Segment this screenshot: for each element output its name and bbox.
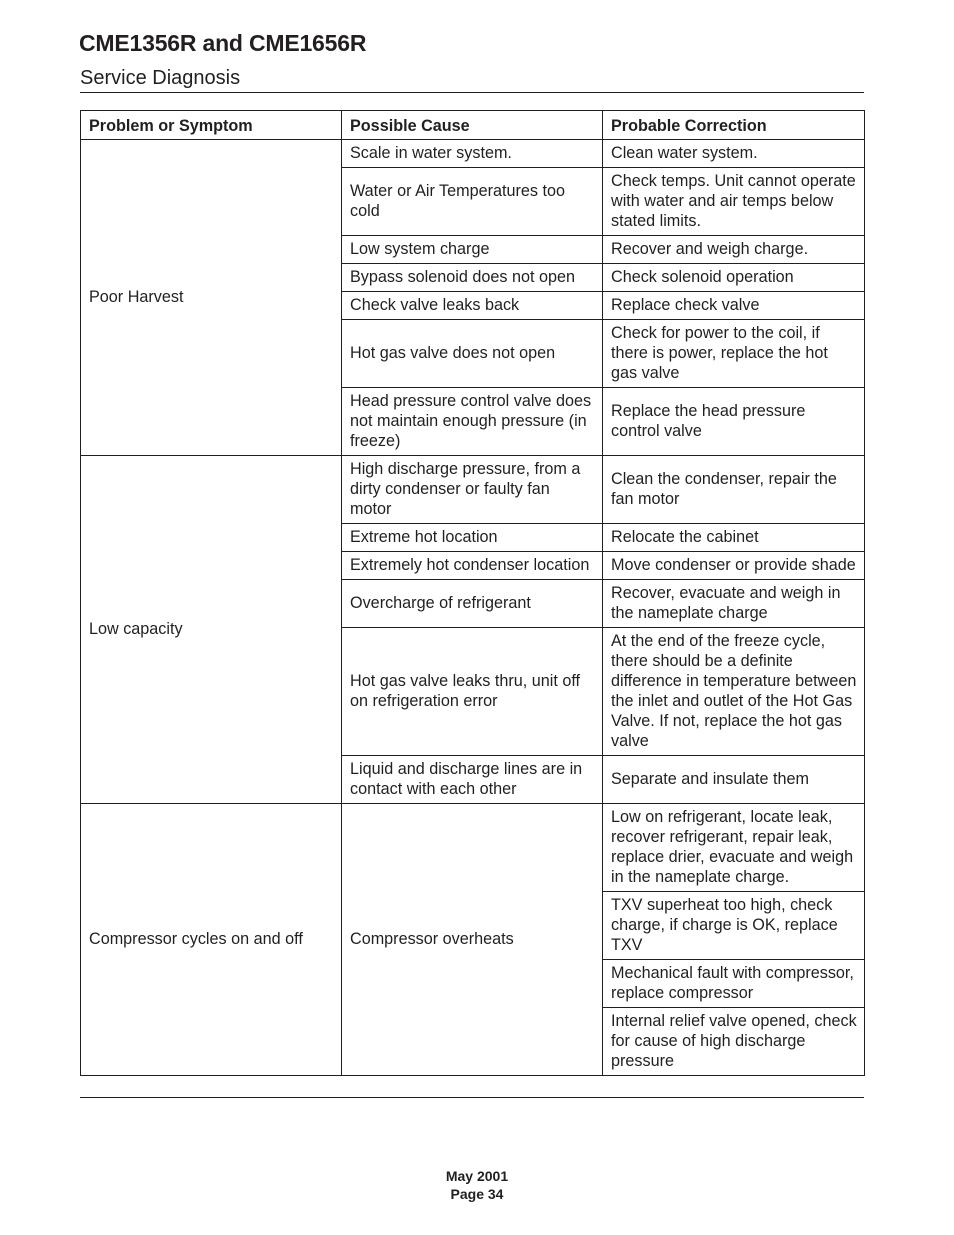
correction-cell: Check for power to the coil, if there is power, replace the hot gas valve [603, 320, 865, 388]
symptom-cell: Compressor cycles on and off [81, 804, 342, 1076]
correction-cell: Low on refrigerant, locate leak, recover refrigerant, repair leak, replace drier, evacuate and weigh in the nameplate charge. [603, 804, 865, 892]
cause-cell: Extremely hot condenser location [342, 552, 603, 580]
footer-page-number: Page 34 [450, 1186, 504, 1202]
correction-cell: Recover, evacuate and weigh in the nameplate charge [603, 580, 865, 628]
correction-cell: Move condenser or provide shade [603, 552, 865, 580]
table-bottom-rule [80, 1097, 864, 1098]
cause-cell: Low system charge [342, 236, 603, 264]
correction-cell: Internal relief valve opened, check for cause of high discharge pressure [603, 1008, 865, 1076]
cause-cell: High discharge pressure, from a dirty condenser or faulty fan motor [342, 456, 603, 524]
table-row [81, 140, 865, 168]
correction-cell: Clean water system. [603, 140, 865, 168]
correction-cell: Clean the condenser, repair the fan motor [603, 456, 865, 524]
table-row [81, 804, 865, 892]
cause-cell: Hot gas valve leaks thru, unit off on refrigeration error [342, 628, 603, 756]
cause-cell: Bypass solenoid does not open [342, 264, 603, 292]
correction-cell: Check solenoid operation [603, 264, 865, 292]
correction-cell: Separate and insulate them [603, 756, 865, 804]
footer-date: May 2001 [445, 1168, 509, 1184]
cause-cell: Liquid and discharge lines are in contact with each other [342, 756, 603, 804]
column-header-problem: Problem or Symptom [81, 111, 342, 140]
correction-cell: Recover and weigh charge. [603, 236, 865, 264]
symptom-cell: Low capacity [81, 456, 342, 804]
symptom-cell: Poor Harvest [81, 140, 342, 456]
correction-cell: Replace the head pressure control valve [603, 388, 865, 456]
cause-cell: Head pressure control valve does not maintain enough pressure (in freeze) [342, 388, 603, 456]
table-row [81, 456, 865, 524]
correction-cell: Relocate the cabinet [603, 524, 865, 552]
cause-cell: Hot gas valve does not open [342, 320, 603, 388]
correction-cell: Mechanical fault with compressor, replace compressor [603, 960, 865, 1008]
cause-cell: Water or Air Temperatures too cold [342, 168, 603, 236]
correction-cell: Replace check valve [603, 292, 865, 320]
cause-cell: Extreme hot location [342, 524, 603, 552]
service-diagnosis-table [80, 110, 865, 1076]
title-divider [80, 92, 864, 93]
section-title: Service Diagnosis [80, 67, 241, 89]
correction-cell: At the end of the freeze cycle, there should be a definite difference in temperature between the inlet and outlet of the Hot Gas Valve. If not, replace the hot gas valve [603, 628, 865, 756]
column-header-cause: Possible Cause [342, 111, 603, 140]
document-title: CME1356R and CME1656R [79, 30, 367, 56]
column-header-correction: Probable Correction [603, 111, 865, 140]
correction-cell: Check temps. Unit cannot operate with water and air temps below stated limits. [603, 168, 865, 236]
table-header-row [81, 111, 865, 140]
correction-cell: TXV superheat too high, check charge, if charge is OK, replace TXV [603, 892, 865, 960]
cause-cell: Overcharge of refrigerant [342, 580, 603, 628]
cause-cell: Scale in water system. [342, 140, 603, 168]
cause-cell: Compressor overheats [342, 804, 603, 1076]
cause-cell: Check valve leaks back [342, 292, 603, 320]
